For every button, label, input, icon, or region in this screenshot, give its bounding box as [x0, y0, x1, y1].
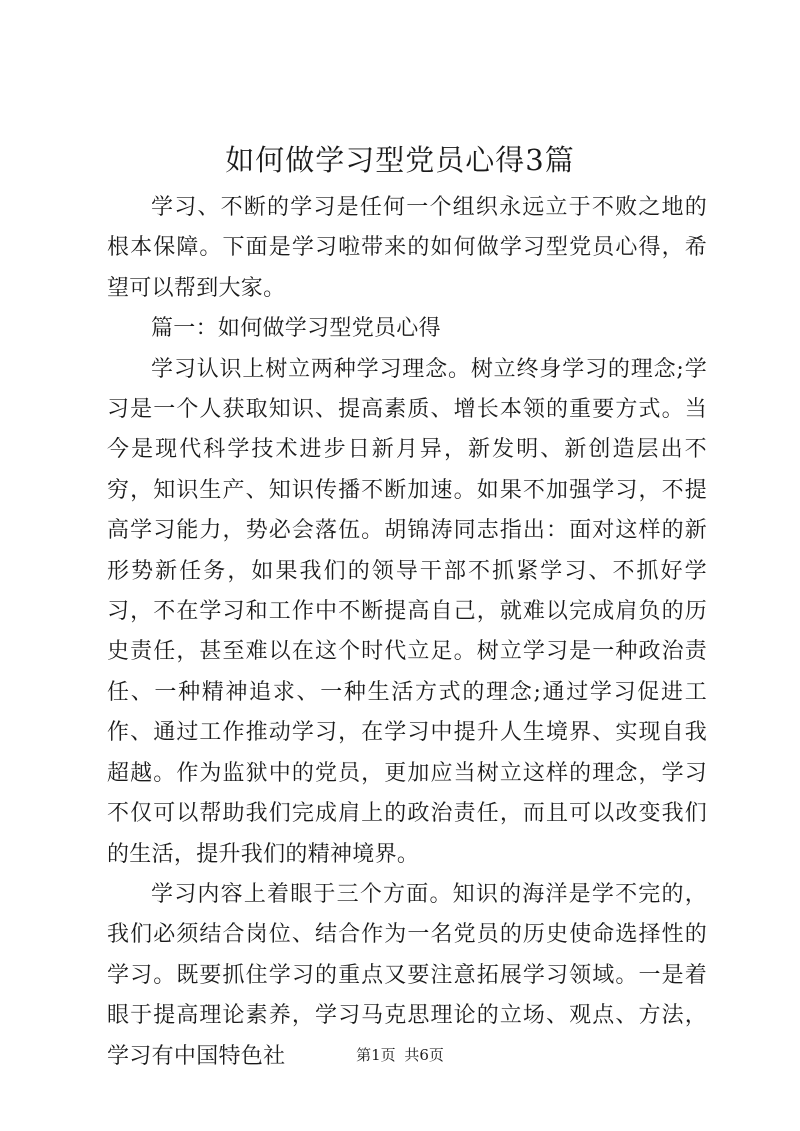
page-number: 第1页 [356, 1046, 396, 1064]
paragraph-intro: 学习、不断的学习是任何一个组织永远立于不败之地的根本保障。下面是学习啦带来的如何做学习型党员心得，希望可以帮到大家。 [107, 195, 707, 301]
page-total: 共6页 [404, 1046, 444, 1064]
section-heading: 篇一：如何做学习型党员心得 [151, 316, 441, 342]
paragraph-learning-content: 学习内容上着眼于三个方面。知识的海洋是学不完的，我们必须结合岗位、结合作为一名党员的历史使命选择性的学习。既要抓住学习的重点又要注意拓展学习领域。一是着眼于提高理论素养，学习马克思理论的立场、观点、方法，学习有中国特色社 [107, 881, 707, 1069]
document-body [107, 188, 707, 1077]
document-title: 如何做学习型党员心得3篇 [225, 143, 575, 177]
paragraph-learning-concepts: 学习认识上树立两种学习理念。树立终身学习的理念;学习是一个人获取知识、提高素质、增长本领的重要方式。当今是现代科学技术进步日新月异，新发明、新创造层出不穷，知识生产、知识传播不断加速。如果不加强学习，不提高学习能力，势必会落伍。胡锦涛同志指出：面对这样的新形势新任务，如果我们的领导干部不抓紧学习、不抓好学习，不在学习和工作中不断提高自己，就难以完成肩负的历史责任，甚至难以在这个时代立足。树立学习是一种政治责任、一种精神追求、一种生活方式的理念;通过学习促进工作、通过工作推动学习，在学习中提升人生境界、实现自我超越。作为监狱中的党员，更加应当树立这样的理念，学习不仅可以帮助我们完成肩上的政治责任，而且可以改变我们的生活，提升我们的精神境界。 [107, 356, 707, 867]
page-footer [0, 1044, 800, 1066]
